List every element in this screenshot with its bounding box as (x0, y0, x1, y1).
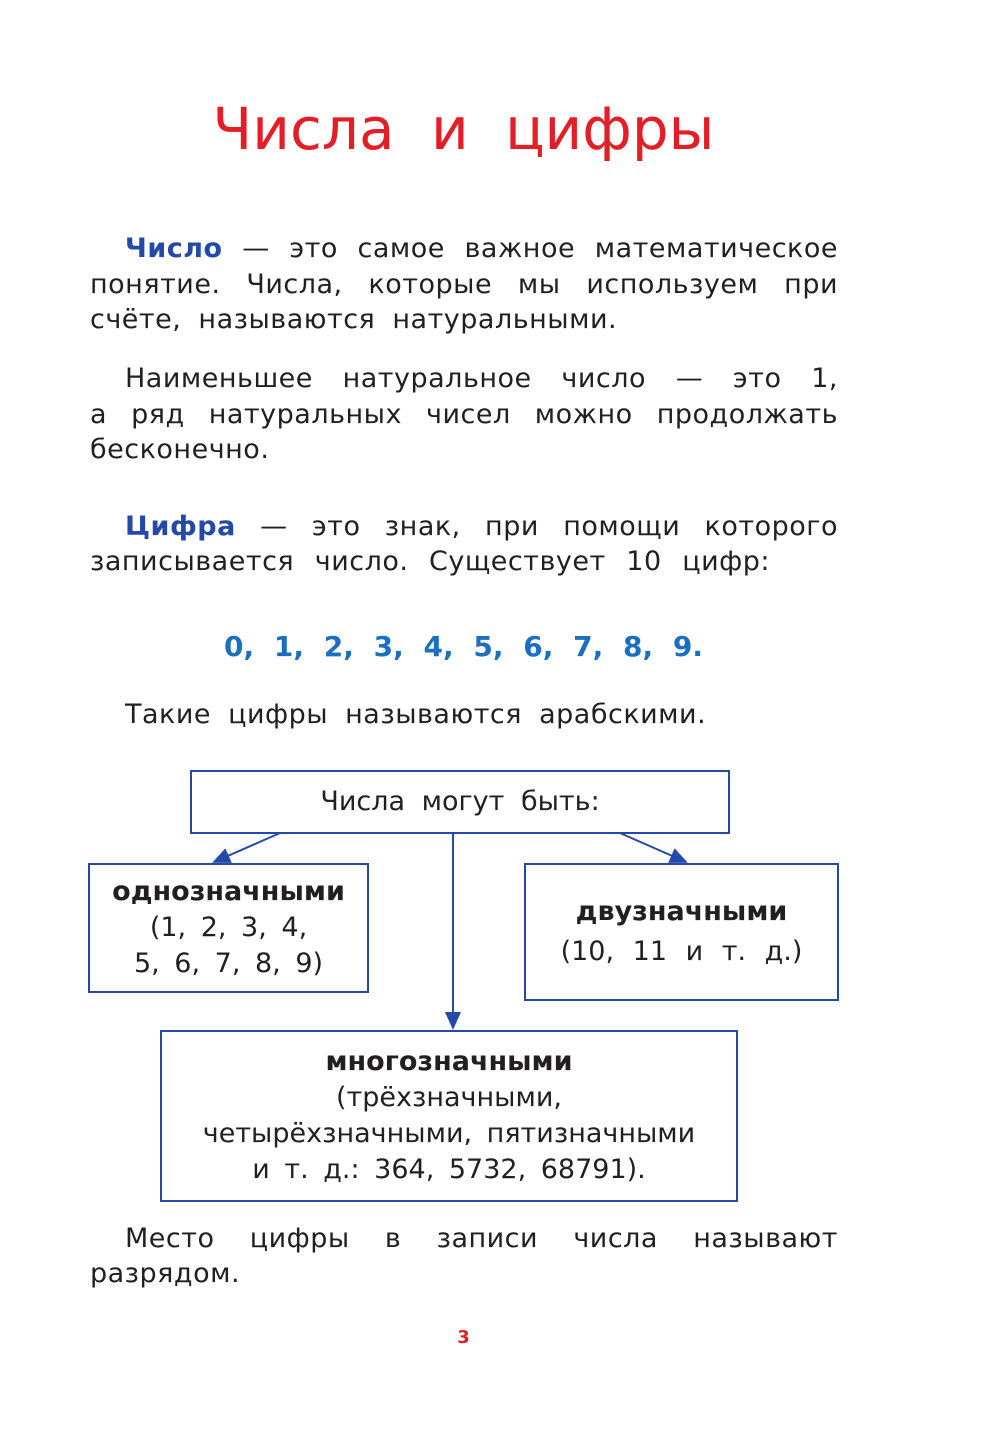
term-number: Число (125, 233, 223, 264)
box-text: (10, 11 и т. д.) (560, 936, 803, 967)
box-text: и т. д.: 364, 5732, 68791). (252, 1154, 646, 1185)
multi-digit-box (160, 1030, 738, 1202)
para3-line2: записывается число. Существует 10 цифр: (90, 546, 770, 577)
arrow-to-double (620, 833, 686, 862)
para2-line1: Наименьшее натуральное число — это 1, (125, 363, 838, 394)
root-label: Числа могут быть: (320, 786, 600, 817)
text: — это знак, при помощи которого (260, 511, 838, 542)
double-digit-box (524, 863, 839, 1001)
para2-line3: бесконечно. (90, 434, 270, 465)
page-number: 3 (457, 1327, 470, 1348)
digits-list: 0, 1, 2, 3, 4, 5, 6, 7, 8, 9. (224, 630, 703, 663)
term-digit: Цифра (125, 511, 236, 542)
arabic-line: Такие цифры называются арабскими. (125, 699, 707, 730)
box-title: однозначными (112, 876, 345, 907)
para2-line2: а ряд натуральных чисел можно продолжать (90, 399, 838, 430)
box-title: двузначными (575, 896, 788, 927)
box-text: четырёхзначными, пятизначными (202, 1118, 696, 1149)
box-text: (1, 2, 3, 4, (149, 912, 308, 943)
arrow-to-single (214, 833, 280, 862)
single-digit-box (88, 863, 369, 993)
box-text: 5, 6, 7, 8, 9) (133, 948, 324, 979)
root-box (190, 770, 730, 834)
para1-line2: понятие. Числа, которые мы используем при (90, 269, 838, 300)
para4-line1: Место цифры в записи числа называют (125, 1223, 838, 1254)
para4-line2: разрядом. (90, 1258, 241, 1289)
box-text: (трёхзначными, (336, 1082, 562, 1113)
box-title: многозначными (325, 1046, 573, 1077)
text: — это самое важное математическое (242, 233, 838, 264)
para1-line3: счёте, называются натуральными. (90, 304, 618, 335)
page-title: Числа и цифры (212, 95, 715, 163)
